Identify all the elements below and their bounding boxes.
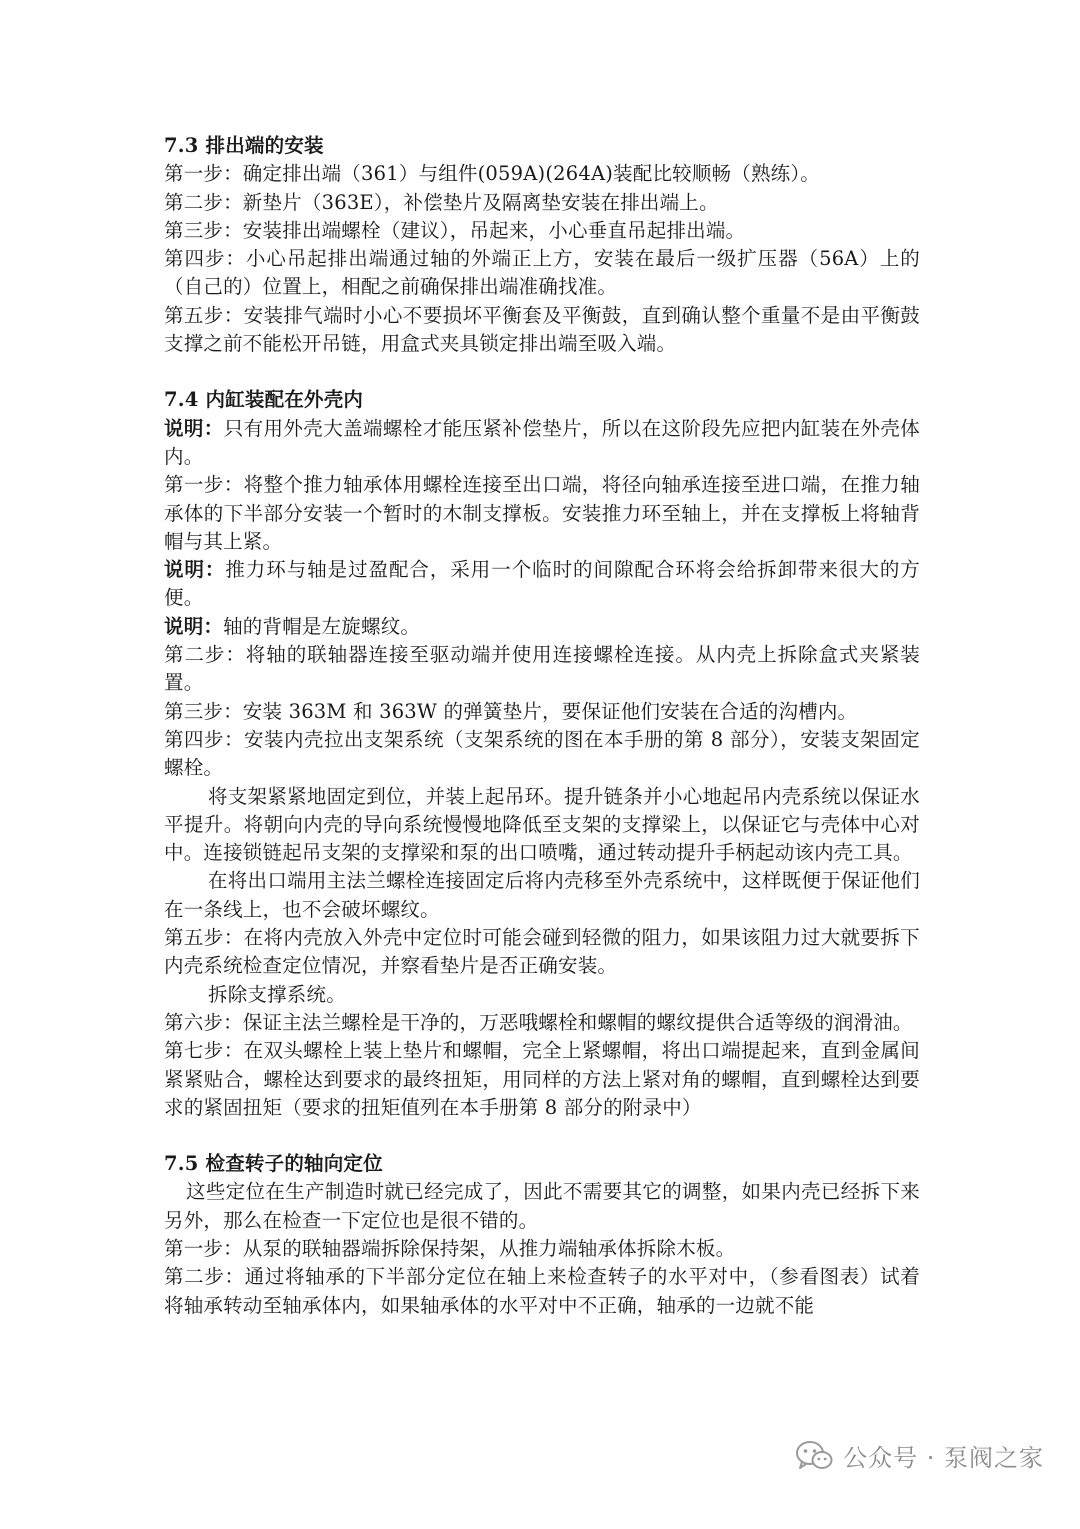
document-body bbox=[164, 132, 920, 1320]
note-text: 推力环与轴是过盈配合，采用一个临时的间隙配合环将会给拆卸带来很大的方便。 bbox=[164, 558, 920, 610]
paragraph: 第四步：安装内壳拉出支架系统（支架系统的图在本手册的第 8 部分），安装支架固定螺栓。 bbox=[164, 727, 920, 780]
paragraph: 第二步：通过将轴承的下半部分定位在轴上来检查转子的水平对中，（参看图表）试着将轴承转动至轴承体内，如果轴承体的水平对中不正确，轴承的一边就不能 bbox=[164, 1265, 920, 1317]
wechat-icon bbox=[795, 1440, 833, 1472]
indented-paragraph: 拆除支撑系统。 bbox=[208, 982, 346, 1006]
paragraph: 第三步：安装排出端螺栓（建议），吊起来，小心垂直吊起排出端。 bbox=[164, 218, 746, 242]
paragraph: 第二步：将轴的联轴器连接至驱动端并使用连接螺栓连接。从内壳上拆除盒式夹紧装置。 bbox=[164, 643, 920, 695]
section-title: 7.3 排出端的安装 bbox=[164, 134, 324, 157]
watermark bbox=[795, 1438, 1044, 1473]
paragraph: 第二步：新垫片（363E），补偿垫片及隔离垫安装在排出端上。 bbox=[164, 190, 719, 214]
note-label: 说明： bbox=[164, 558, 226, 582]
paragraph: 第五步：在将内壳放入外壳中定位时可能会碰到轻微的阻力，如果该阻力过大就要拆下内壳系统检查定位情况，并察看垫片是否正确安装。 bbox=[164, 926, 920, 978]
watermark-text: 公众号 · 泵阀之家 bbox=[843, 1444, 1044, 1472]
section-title: 7.5 检查转子的轴向定位 bbox=[164, 1152, 383, 1176]
paragraph: 第一步：从泵的联轴器端拆除保持架，从推力端轴承体拆除木板。 bbox=[164, 1236, 736, 1260]
paragraph: 第四步：小心吊起排出端通过轴的外端正上方，安装在最后一级扩压器（56A）上的（自己的）位置上，相配之前确保排出端准确找准。 bbox=[164, 247, 920, 299]
paragraph: 第五步：安装排气端时小心不要损坏平衡套及平衡鼓，直到确认整个重量不是由平衡鼓支撑之前不能松开吊链，用盒式夹具锁定排出端至吸入端。 bbox=[164, 303, 920, 356]
note-text: 只有用外壳大盖端螺栓才能压紧补偿垫片，所以在这阶段先应把内缸装在外壳体内。 bbox=[164, 416, 920, 468]
note-label: 说明： bbox=[164, 614, 224, 638]
section-7-3 bbox=[164, 132, 920, 358]
indented-paragraph: 将支架紧紧地固定到位，并装上起吊环。提升链条并小心地起吊内壳系统以保证水平提升。将朝向内壳的导向系统慢慢地降低至支架的支撑梁上，以保证它与壳体中心对中。连接锁链起吊支架的支撑梁和泵的出口喷嘴，通过转动提升手柄起动该内壳工具。 bbox=[164, 784, 920, 865]
paragraph: 第三步：安装 363M 和 363W 的弹簧垫片，要保证他们安装在合适的沟槽内。 bbox=[164, 699, 858, 723]
paragraph: 第一步：确定排出端（361）与组件(059A)(264A)装配比较顺畅（熟练）。 bbox=[164, 162, 821, 186]
paragraph: 第一步：将整个推力轴承体用螺栓连接至出口端，将径向轴承连接至进口端，在推力轴承体的下半部分安装一个暂时的木制支撑板。安装推力环至轴上，并在支撑板上将轴背帽与其上紧。 bbox=[164, 473, 920, 553]
section-7-4 bbox=[164, 386, 920, 1122]
section-7-5 bbox=[164, 1150, 920, 1320]
note-paragraph bbox=[164, 415, 920, 472]
note-text: 轴的背帽是左旋螺纹。 bbox=[223, 614, 421, 638]
indented-paragraph: 在将出口端用主法兰螺栓连接固定后将内壳移至外壳系统中，这样既便于保证他们在一条线上，也不会破坏螺纹。 bbox=[164, 869, 920, 921]
note-paragraph bbox=[164, 556, 920, 613]
indented-paragraph: 这些定位在生产制造时就已经完成了，因此不需要其它的调整，如果内壳已经拆下来另外，那么在检查一下定位也是很不错的。 bbox=[164, 1180, 920, 1232]
note-paragraph bbox=[164, 613, 920, 641]
paragraph: 第六步：保证主法兰螺栓是干净的，万恶哦螺栓和螺帽的螺纹提供合适等级的润滑油。 bbox=[164, 1010, 913, 1034]
note-label: 说明： bbox=[164, 416, 224, 440]
section-title: 7.4 内缸装配在外壳内 bbox=[164, 388, 364, 412]
paragraph: 第七步：在双头螺栓上装上垫片和螺帽，完全上紧螺帽，将出口端提起来，直到金属间紧紧贴合，螺栓达到要求的最终扭矩，用同样的方法上紧对角的螺帽，直到螺栓达到要求的紧固扭矩（要求的扭矩值列在本手册第 8 部分的附录中） bbox=[164, 1039, 920, 1119]
